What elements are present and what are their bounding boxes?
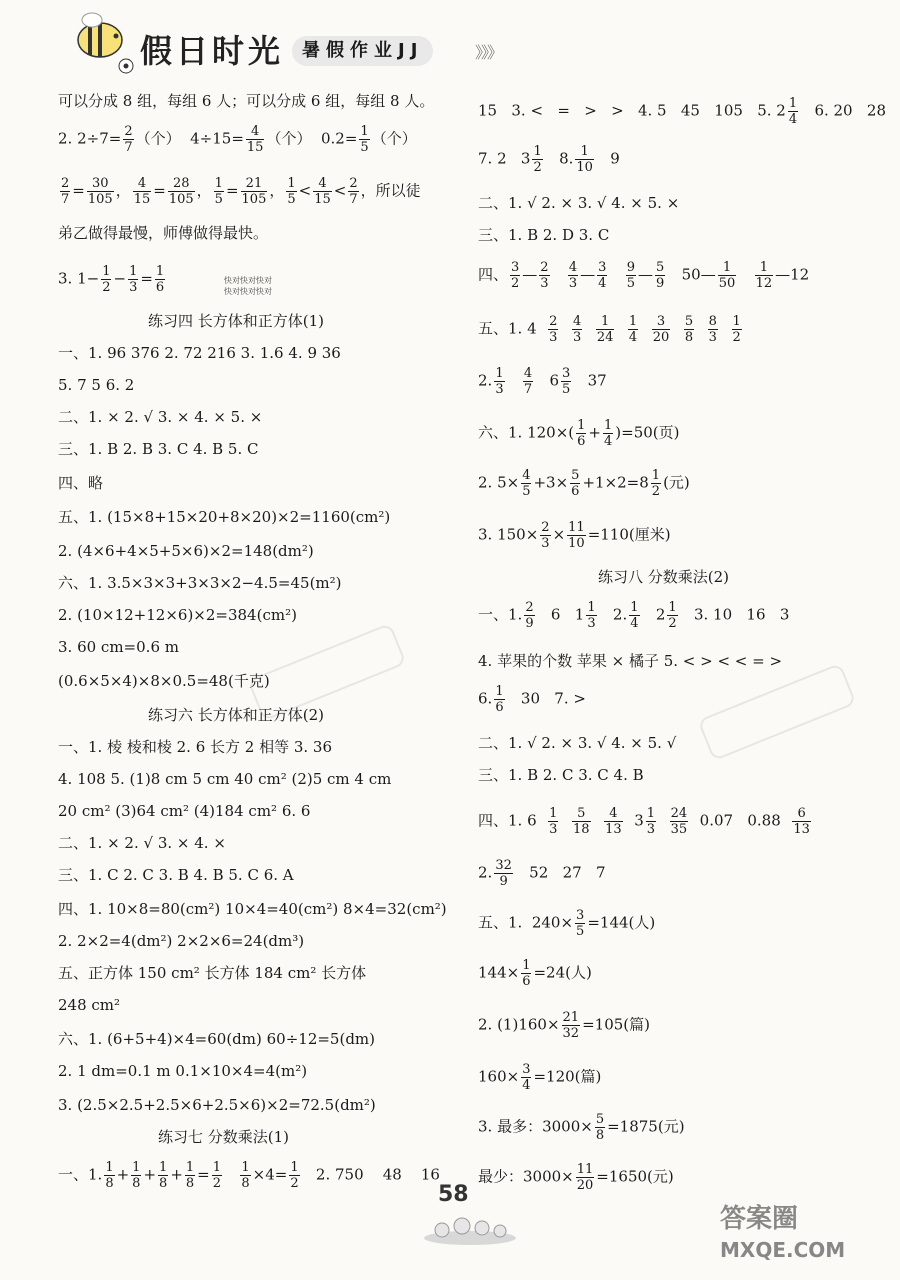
answer-line: 5. 7 5 6. 2 [58,376,135,394]
fraction-denominator: 8 [105,1176,114,1191]
answer-line: 弟乙做得最慢，师傅做得最快。 [58,224,269,242]
fraction [603,418,613,449]
fraction-denominator: 3 [708,330,717,345]
watermark-text: 快对快对快对 [224,276,272,285]
fraction-denominator: 3 [549,822,558,837]
fraction [596,314,615,345]
fraction-denominator: 2 [668,616,677,631]
fraction-numerator: 24 [670,806,688,821]
fraction-numerator: 3 [562,366,571,381]
fraction-denominator: 6 [522,974,531,989]
answer-line: 2. 5× $\frac{4}{5}$ +3× $\frac{5}{6}$ +1×2=8 $\frac{1}{2}$ (元) [478,468,690,499]
fraction-denominator: 18 [573,822,590,837]
answer-line: 三、1. B 2. B 3. C 4. B 5. C [58,440,259,458]
answer-line: 2. 2×2=4(dm²) 2×2×6=24(dm³) [58,932,305,950]
fraction-numerator: 1 [533,144,542,159]
fraction [523,366,533,397]
fraction-numerator: 11 [576,1162,594,1177]
fraction-denominator: 4 [788,112,798,127]
fraction-denominator: 10 [576,160,593,175]
answer-line: 2. 2÷7= $\frac{2}{7}$ （个） 4÷15= $\frac{4}{15}$ （个） 0.2= $\frac{1}{5}$ （个） [58,124,417,155]
fraction-numerator: 1 [668,600,677,615]
answer-line: 3. 最多：3000× $\frac{5}{8}$ =1875(元) [478,1112,685,1143]
fraction-numerator: 4 [246,124,265,140]
fraction [792,806,811,837]
answer-line: 最少：3000× $\frac{11}{20}$ =1650(元) [478,1162,674,1193]
fraction [755,260,774,291]
fraction [568,260,578,291]
fraction-denominator: 2 [511,276,520,291]
fraction-numerator: 32 [495,858,512,873]
fraction-denominator: 6 [571,484,580,499]
answer-line: 二、1. × 2. √ 3. × 4. × [58,834,226,852]
fraction [684,314,694,345]
fraction [348,176,358,207]
answer-line: 2. (1)160× $\frac{21}{32}$ =105(篇) [478,1010,650,1041]
fraction-numerator: 1 [495,684,504,699]
fraction-denominator: 7 [61,192,70,207]
fraction-denominator: 3 [495,382,504,397]
fraction-numerator: 30 [87,176,114,192]
fraction [60,176,70,207]
fraction-numerator: 4 [604,806,623,822]
fraction-numerator: 1 [102,264,111,279]
fraction-denominator: 13 [605,822,622,837]
answer-line: 四、1. 10×8=80(cm²) 10×4=40(cm²) 8×4=32(cm²) [58,900,447,918]
fraction-denominator: 8 [159,1176,168,1191]
fraction [133,176,152,207]
fraction-numerator: 1 [577,418,586,433]
fraction-numerator: 1 [628,314,638,329]
fraction-denominator: 3 [646,822,656,837]
fraction-numerator: 1 [788,96,798,111]
fraction-numerator: 1 [575,144,594,160]
fraction-denominator: 3 [540,276,549,291]
fraction-denominator: 4 [522,1078,531,1093]
chevron-right-icon: 》》》 [475,43,502,62]
answer-line: 一、1. $\frac{2}{9}$ 6 1 $\frac{1}{3}$ 2. $\frac{1}{4}$ 2 $\frac{1}{2}$ 3. 10 16 3 [478,600,790,631]
fraction [212,1160,222,1191]
fraction-numerator: 1 [755,260,774,276]
fraction [521,468,531,499]
watermark-text: MXQE.COM [720,1238,846,1262]
answer-line: 可以分成 8 组，每组 6 人；可以分成 6 组，每组 8 人。 [58,92,435,110]
fraction-denominator: 6 [155,280,165,295]
answer-line: 3. 60 cm=0.6 m [58,638,179,656]
fraction-denominator: 5 [214,192,223,207]
answer-line: 248 cm² [58,996,121,1014]
fraction-denominator: 2 [290,1176,299,1191]
fraction-numerator: 21 [241,176,268,192]
fraction-denominator: 9 [499,874,508,889]
fraction [629,600,639,631]
fraction-denominator: 9 [525,616,534,631]
fraction [670,806,689,837]
flower-decoration-icon [420,1210,520,1246]
fraction-numerator: 4 [133,176,152,192]
fraction-denominator: 15 [133,192,151,207]
fraction [128,264,138,295]
answer-line: 二、1. × 2. √ 3. × 4. × 5. × [58,408,263,426]
fraction-numerator: 5 [656,260,665,275]
fraction-denominator: 3 [129,280,138,295]
fraction [289,1160,299,1191]
fraction [788,96,798,127]
fraction [667,600,677,631]
fraction-denominator: 20 [652,330,670,345]
fraction-numerator: 1 [129,264,138,279]
answer-line: 二、1. √ 2. × 3. √ 4. × 5. × [478,194,680,212]
answer-line: 五、1. 240× $\frac{3}{5}$ =144(人) [478,908,656,939]
fraction-numerator: 1 [287,176,296,191]
fraction [87,176,114,207]
fraction [575,144,594,175]
fraction-numerator: 1 [214,176,223,191]
fraction-denominator: 2 [212,1176,222,1191]
fraction-numerator: 1 [185,1160,195,1175]
fraction-denominator: 8 [684,330,694,345]
fraction-numerator: 3 [576,908,585,923]
watermark-stamp [697,663,856,761]
fraction-numerator: 1 [596,314,615,330]
fraction [521,958,531,989]
fraction-denominator: 10 [568,536,585,551]
fraction [595,1112,605,1143]
fraction [567,520,586,551]
series-badge: 暑假作业JJ [292,36,433,66]
page-header [60,8,580,80]
fraction [604,806,623,837]
fraction-numerator: 2 [61,176,70,191]
answer-line: 2. 1 dm=0.1 m 0.1×10×4=4(m²) [58,1062,308,1080]
fraction-numerator: 2 [541,520,550,535]
answer-line: 二、1. √ 2. × 3. √ 4. × 5. √ [478,734,677,752]
answer-line: 六、1. 120×( $\frac{1}{6}$ + $\frac{1}{4}$ )=50(页) [478,418,680,449]
answer-line: 6. $\frac{1}{6}$ 30 7. > [478,684,586,715]
answer-line: (0.6×5×4)×8×0.5=48(千克) [58,672,270,690]
fraction [123,124,133,155]
fraction [494,858,513,889]
fraction [575,908,585,939]
fraction-numerator: 1 [718,260,737,276]
fraction [240,1160,250,1191]
fraction-denominator: 4 [604,434,613,449]
fraction-denominator: 8 [185,1176,195,1191]
fraction-numerator: 5 [684,314,694,329]
answer-line: 160× $\frac{3}{4}$ =120(篇) [478,1062,602,1093]
section-title: 练习六 长方体和正方体(2) [148,706,325,724]
fraction-numerator: 3 [511,260,520,275]
fraction-denominator: 4 [628,330,638,345]
fraction-numerator: 2 [549,314,558,329]
fraction-numerator: 1 [495,366,504,381]
fraction-numerator: 21 [562,1010,580,1025]
brand-title: 假日时光 [140,32,285,70]
section-title: 练习七 分数乘法(1) [158,1128,290,1146]
fraction-denominator: 3 [573,330,582,345]
fraction-numerator: 28 [168,176,195,192]
answer-line: 2. $\frac{1}{3}$ $\frac{4}{7}$ 6 $\frac{3}{5}$ 37 [478,366,607,397]
fraction-numerator: 6 [792,806,811,822]
fraction-numerator: 1 [732,314,741,329]
fraction-denominator: 8 [595,1128,605,1143]
fraction-denominator: 6 [495,700,504,715]
answer-line: $\frac{2}{7}$ = $\frac{30}{105}$ ， $\frac{4}{15}$ = $\frac{28}{105}$ ， $\frac{1}{5}$ = $\frac{21}{105}$ ， $\frac{1}{5}$ < $\frac{4}{15}$ < $\frac{2}{7}$ ，所以徒 [61,176,421,207]
answer-line: 三、1. C 2. C 3. B 4. B 5. C 6. A [58,866,294,884]
fraction [651,468,661,499]
fraction-denominator: 4 [598,276,607,291]
fraction [185,1160,195,1191]
fraction-denominator: 32 [562,1026,580,1041]
answer-line: 四、1. 6 $\frac{1}{3}$ $\frac{5}{18}$ $\frac{4}{13}$ 3 $\frac{1}{3}$ $\frac{24}{35}$ 0.07 0.88 $\frac{6}{13}$ [478,806,810,837]
answer-line: 3. 150× $\frac{2}{3}$ × $\frac{11}{10}$ =110(厘米) [478,520,671,551]
fraction [104,1160,114,1191]
fraction-denominator: 105 [87,192,113,207]
fraction [286,176,296,207]
fraction-denominator: 15 [246,140,264,155]
fraction-numerator: 1 [105,1160,114,1175]
answer-line: 三、1. B 2. D 3. C [478,226,610,244]
fraction-denominator: 7 [124,140,133,155]
fraction [246,124,265,155]
fraction-denominator: 105 [241,192,267,207]
answer-line: 3. 1− $\frac{1}{2}$ − $\frac{1}{3}$ = $\frac{1}{6}$ [58,264,165,295]
fraction-numerator: 11 [568,520,585,535]
fraction [562,1010,581,1041]
fraction-denominator: 5 [287,192,296,207]
fraction-denominator: 5 [626,276,636,291]
answer-line: 3. (2.5×2.5+2.5×6+2.5×6)×2=72.5(dm²) [58,1096,376,1114]
fraction [646,806,656,837]
fraction-denominator: 13 [793,822,810,837]
fraction-denominator: 3 [541,536,550,551]
fraction-numerator: 4 [568,260,578,275]
fraction [561,366,571,397]
fraction-denominator: 2 [533,160,542,175]
fraction-numerator: 5 [595,1112,605,1127]
fraction [101,264,111,295]
answer-line: 2. (10×12+12×6)×2=384(cm²) [58,606,297,624]
watermark-text: 快对快对快对 [224,287,272,296]
answer-line: 四、 $\frac{3}{2}$ — $\frac{2}{3}$ $\frac{4}{3}$ — $\frac{3}{4}$ $\frac{9}{5}$ — $\frac{5}{9}$ 50— $\frac{1}{50}$ $\frac{1}{12}$ —12 [478,260,810,291]
fraction-denominator: 105 [168,192,194,207]
fraction-denominator: 8 [132,1176,141,1191]
fraction-denominator: 20 [576,1178,594,1193]
fraction-numerator: 1 [630,600,639,615]
fraction-numerator: 2 [124,124,133,139]
fraction-denominator: 3 [568,276,578,291]
fraction-numerator: 1 [604,418,613,433]
fraction [718,260,737,291]
answer-line: 4. 苹果的个数 苹果 × 橘子 5. < > < < = > [478,652,783,670]
fraction-numerator: 5 [571,468,580,483]
fraction-denominator: 5 [576,924,585,939]
watermark-text: 答案圈 [720,1204,799,1234]
fraction-denominator: 50 [718,276,736,291]
fraction [158,1160,168,1191]
fraction-numerator: 1 [587,600,596,615]
fraction-numerator: 3 [522,1062,531,1077]
fraction-numerator: 3 [598,260,607,275]
fraction-denominator: 12 [755,276,773,291]
fraction-denominator: 2 [651,484,661,499]
fraction [628,314,638,345]
fraction-denominator: 4 [630,616,639,631]
section-title: 练习八 分数乘法(2) [598,568,730,586]
answer-line: 四、略 [58,474,104,492]
fraction-denominator: 24 [596,330,614,345]
fraction [539,260,549,291]
fraction [597,260,607,291]
answer-line: 4. 108 5. (1)8 cm 5 cm 40 cm² (2)5 cm 4 cm [58,770,392,788]
fraction-numerator: 1 [290,1160,299,1175]
fraction-numerator: 1 [212,1160,222,1175]
answer-line: 一、1. $\frac{1}{8}$ + $\frac{1}{8}$ + $\frac{1}{8}$ + $\frac{1}{8}$ = $\frac{1}{2}$ $\frac{1}{8}$ ×4= $\frac{1}{2}$ 2. 750 48 16 [58,1160,440,1191]
fraction-numerator: 1 [159,1160,168,1175]
fraction-denominator: 7 [523,382,533,397]
fraction-numerator: 2 [525,600,534,615]
fraction-denominator: 3 [549,330,558,345]
fraction-denominator: 5 [562,382,571,397]
fraction [570,468,580,499]
fraction [626,260,636,291]
fraction [708,314,718,345]
fraction [494,366,504,397]
fraction [532,144,542,175]
answer-line: 五、正方体 150 cm² 长方体 184 cm² 长方体 [58,964,367,982]
answer-line: 20 cm² (3)64 cm² (4)184 cm² 6. 6 [58,802,311,820]
section-title: 练习四 长方体和正方体(1) [148,312,325,330]
fraction [652,314,671,345]
answer-line: 一、1. 96 376 2. 72 216 3. 1.6 4. 9 36 [58,344,341,362]
bee-icon [70,8,140,78]
fraction [540,520,550,551]
fraction-numerator: 1 [651,468,661,483]
fraction-numerator: 4 [573,314,582,329]
answer-line: 2. $\frac{32}{9}$ 52 27 7 [478,858,606,889]
answer-line: 六、1. (6+5+4)×4=60(dm) 60÷12=5(dm) [58,1030,375,1048]
fraction-denominator: 5 [522,484,531,499]
fraction-numerator: 4 [523,366,533,381]
fraction [576,418,586,449]
fraction-numerator: 2 [349,176,358,191]
fraction-denominator: 7 [349,192,358,207]
answer-line: 五、1. 4 $\frac{2}{3}$ $\frac{4}{3}$ $\frac{1}{24}$ $\frac{1}{4}$ $\frac{3}{20}$ $\frac{5}{8}$ $\frac{8}{3}$ $\frac{1}{2}$ [478,314,741,345]
fraction [155,264,165,295]
fraction [521,1062,531,1093]
fraction-numerator: 8 [708,314,717,329]
fraction [572,806,591,837]
fraction [214,176,224,207]
fraction [359,124,369,155]
fraction-numerator: 3 [652,314,671,330]
answer-line: 六、1. 3.5×3×3+3×3×2−4.5=45(m²) [58,574,342,592]
fraction-numerator: 1 [549,806,558,821]
fraction-denominator: 9 [656,276,665,291]
fraction [524,600,534,631]
page-number: 58 [438,1182,469,1207]
fraction [494,684,504,715]
fraction-denominator: 2 [102,280,111,295]
fraction [510,260,520,291]
fraction [732,314,742,345]
fraction [576,1162,595,1193]
answer-line: 2. (4×6+4×5+5×6)×2=148(dm²) [58,542,314,560]
fraction [548,314,558,345]
fraction-denominator: 35 [670,822,688,837]
fraction-denominator: 3 [587,616,596,631]
fraction [131,1160,141,1191]
fraction [241,176,268,207]
answer-line: 144× $\frac{1}{6}$ =24(人) [478,958,592,989]
fraction-denominator: 6 [577,434,586,449]
fraction-numerator: 9 [626,260,636,275]
fraction-numerator: 1 [132,1160,141,1175]
fraction [313,176,332,207]
answer-line: 一、1. 棱 棱和棱 2. 6 长方 2 相等 3. 36 [58,738,333,756]
fraction [572,314,582,345]
fraction-denominator: 8 [241,1176,250,1191]
answer-line: 7. 2 3 $\frac{1}{2}$ 8. $\frac{1}{10}$ 9 [478,144,620,175]
fraction [586,600,596,631]
fraction-denominator: 2 [732,330,741,345]
fraction-numerator: 2 [540,260,549,275]
fraction-numerator: 1 [241,1160,250,1175]
fraction-numerator: 4 [522,468,531,483]
fraction-numerator: 1 [522,958,531,973]
fraction-numerator: 1 [155,264,165,279]
fraction-numerator: 4 [313,176,332,192]
fraction [655,260,665,291]
watermark-stamp [247,623,406,721]
answer-line: 五、1. (15×8+15×20+8×20)×2=1160(cm²) [58,508,391,526]
fraction-numerator: 1 [360,124,369,139]
fraction-denominator: 5 [360,140,369,155]
fraction-numerator: 1 [646,806,656,821]
fraction-numerator: 5 [572,806,591,822]
fraction-denominator: 15 [314,192,331,207]
answer-line: 三、1. B 2. C 3. C 4. B [478,766,644,784]
fraction [548,806,558,837]
answer-line: 15 3. < = > > 4. 5 45 105 5. 2 $\frac{1}{4}$ 6. 20 28 [478,96,886,127]
fraction [168,176,195,207]
